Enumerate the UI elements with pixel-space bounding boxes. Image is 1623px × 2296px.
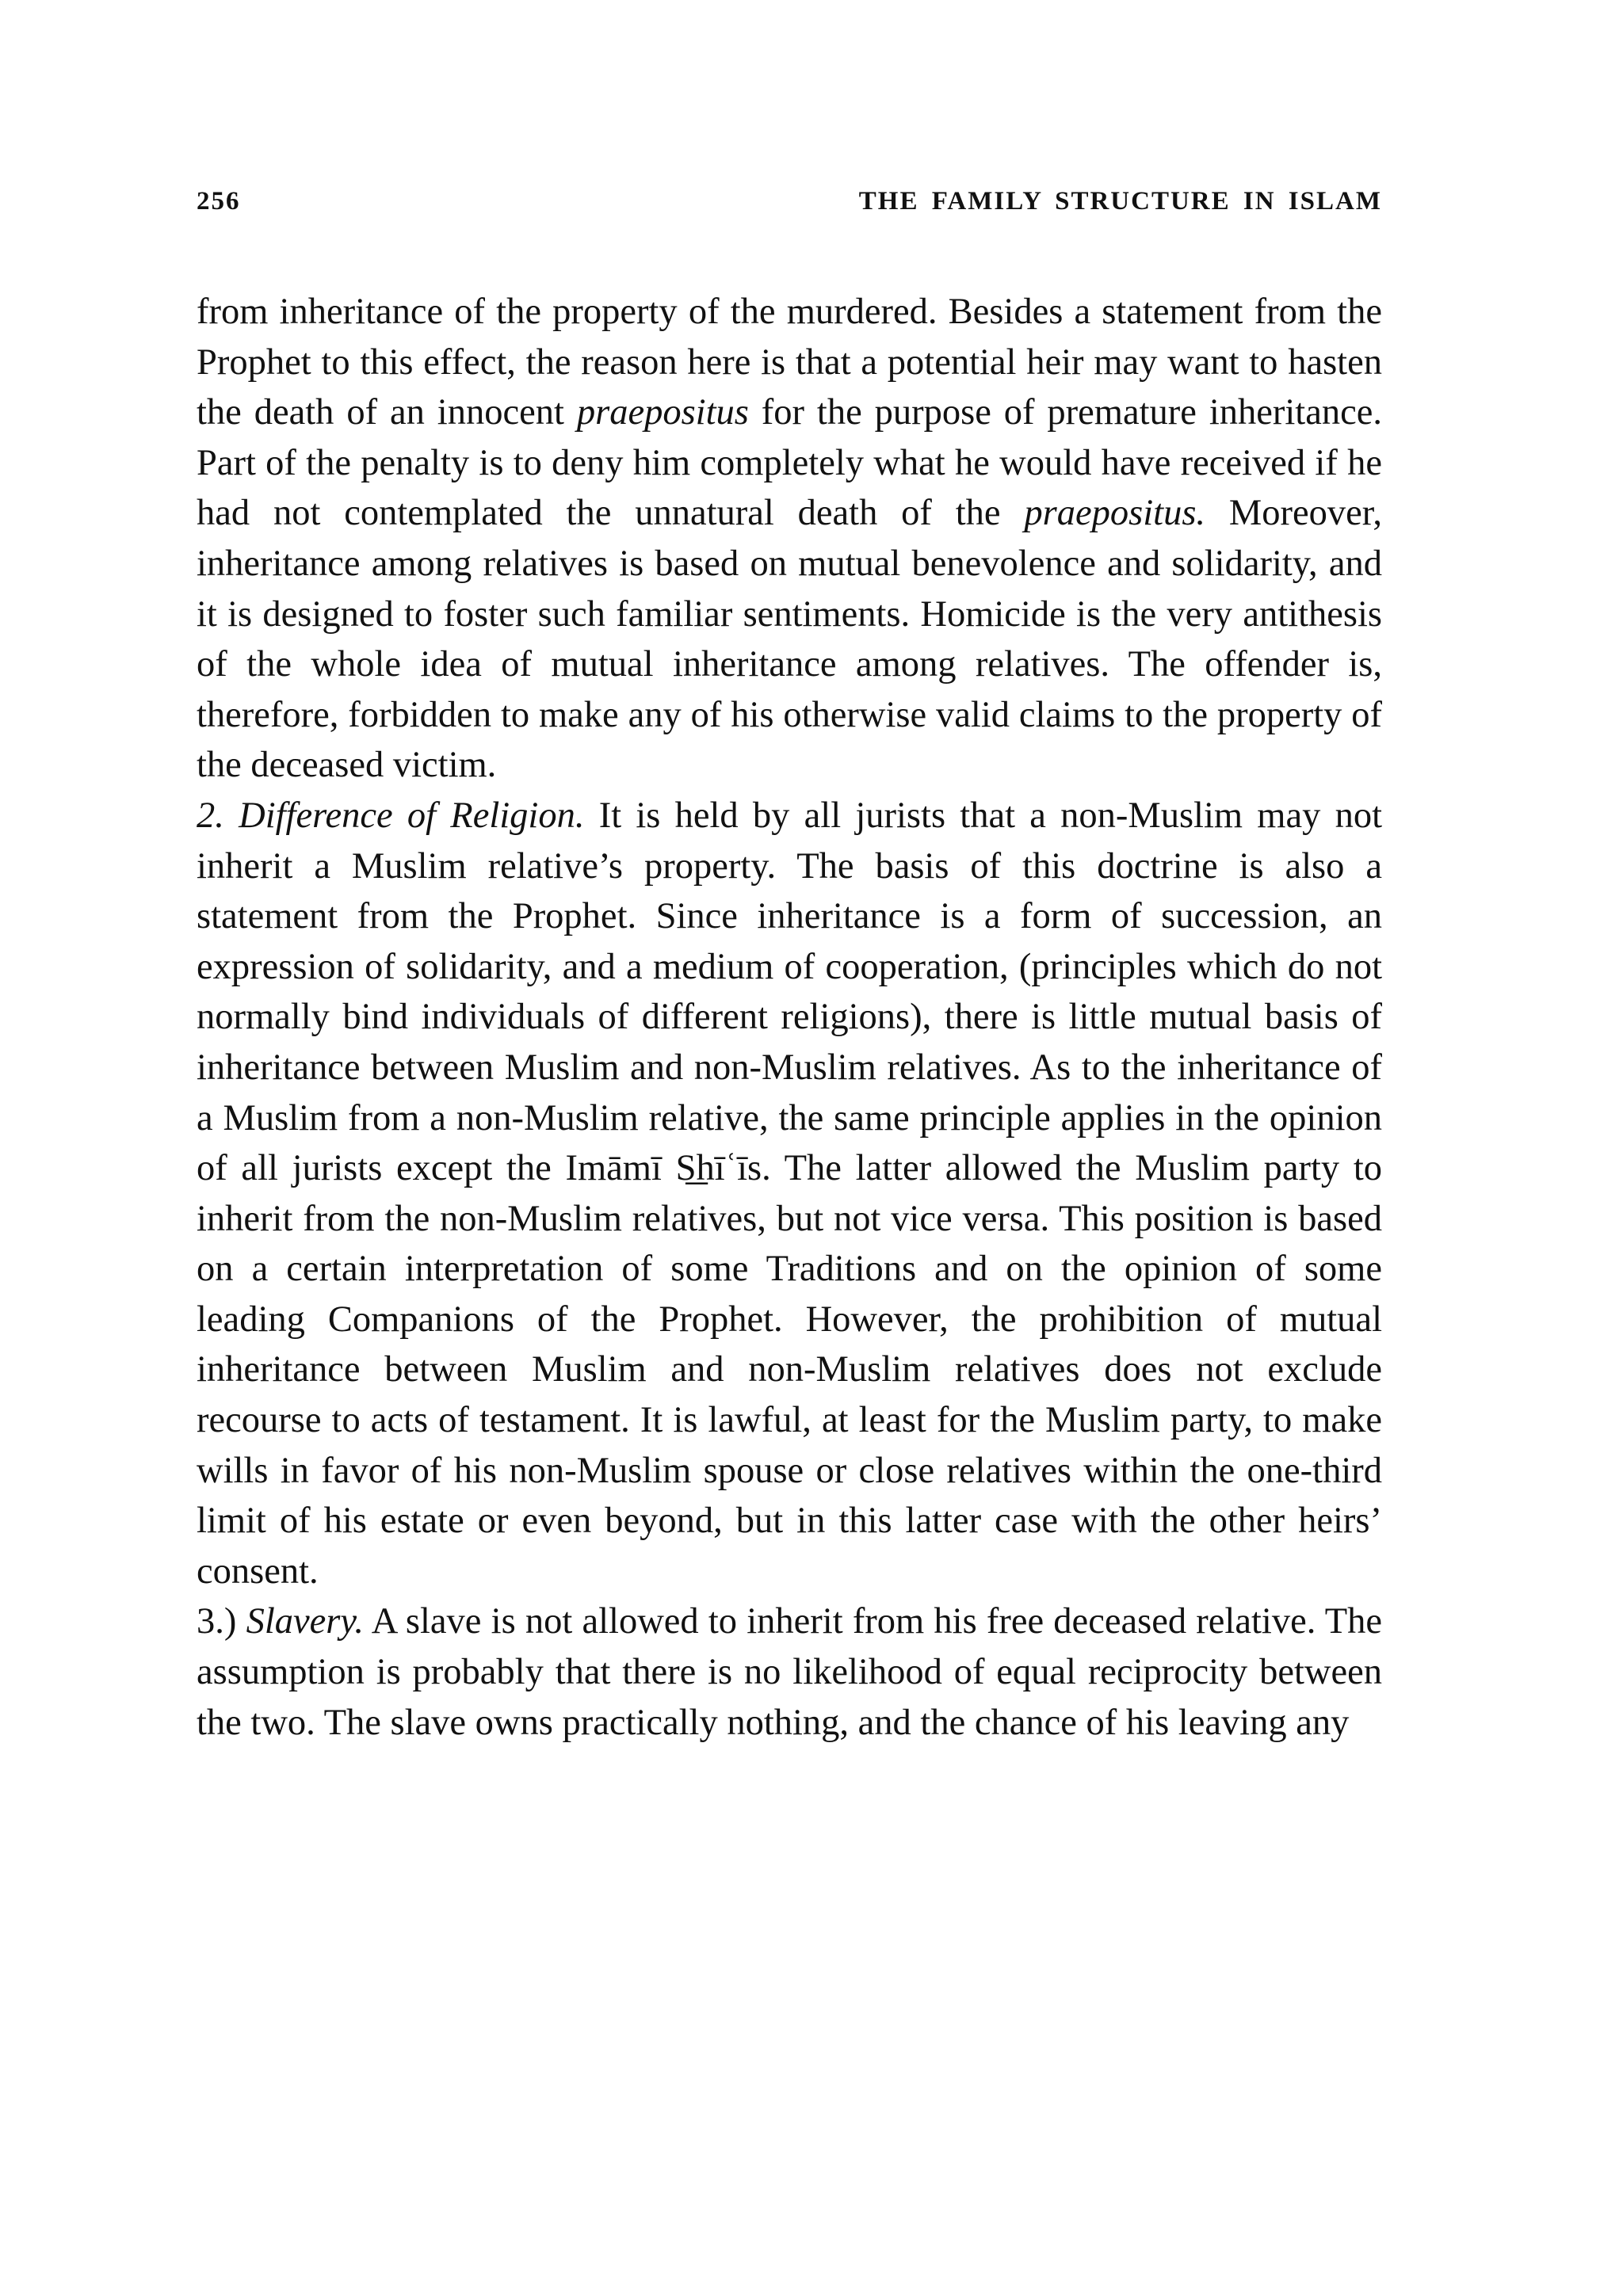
text-run: for the purpose of premature inheritance. Part of the penalty is to deny him completely what he would have received if he had not contemplated the unnatural death of the xyxy=(197,392,1382,534)
paragraph-slavery xyxy=(197,1596,1382,1748)
italic-term: praepositus. xyxy=(1024,493,1206,534)
running-head xyxy=(197,187,1382,227)
section-number: 3.) xyxy=(197,1601,246,1642)
running-title: THE FAMILY STRUCTURE IN ISLAM xyxy=(858,187,1382,215)
section-number: 2. xyxy=(197,795,239,836)
text-run: A slave is not allowed to inherit from his free deceased relative. The assumption is probably that there is no likelihood of equal reciprocity between the two. The slave owns practically nothing, and the chance of his leaving any xyxy=(197,1601,1382,1743)
section-heading: Difference of Religion. xyxy=(239,795,585,836)
text-run: from inheritance of the property of the murdered. Besides a statement from the Prophet to this effect, the reason here is that a potential heir may want to hasten the death of an innocent xyxy=(197,292,1382,433)
italic-term: praepositus xyxy=(576,392,749,433)
body-text xyxy=(197,287,1382,1748)
paragraph-homicide xyxy=(197,287,1382,791)
paragraph-difference-of-religion xyxy=(197,791,1382,1597)
book-page xyxy=(197,187,1382,1748)
section-heading: Slavery. xyxy=(246,1601,365,1642)
text-run: It is held by all jurists that a non-Muslim may not inherit a Muslim relative’s property. The basis of this doctrine is also a statement from the Prophet. Since inheritance is a form of succession, an expression of solidarity, and a medium of cooperation, (principles which do not normally bind individuals of different religions), there is little mutual basis of inheritance between Muslim and non-Muslim relatives. As to the inheritance of a Muslim from a non-Muslim relative, the same principle applies in the opinion of all jurists except the Imāmī S͟hīʿīs. The latter allowed the Muslim party to inherit from the non-Muslim relatives, but not vice versa. This position is based on a certain interpretation of some Traditions and on the opinion of some leading Companions of the Prophet. However, the prohibition of mutual inheritance between Muslim and non-Muslim relatives does not exclude recourse to acts of testament. It is lawful, at least for the Muslim party, to make wills in favor of his non-Muslim spouse or close relatives within the one-third limit of his estate or even beyond, but in this latter case with the other heirs’ consent. xyxy=(197,795,1383,1592)
text-run: Moreover, inheritance among relatives is based on mutual benevolence and solidarity, and it is designed to foster such familiar sentiments. Homicide is the very antithesis of the whole idea of mutual inheritance among relatives. The offender is, therefore, forbidden to make any of his otherwise valid claims to the property of the deceased victim. xyxy=(197,493,1382,786)
page-number: 256 xyxy=(197,187,241,215)
